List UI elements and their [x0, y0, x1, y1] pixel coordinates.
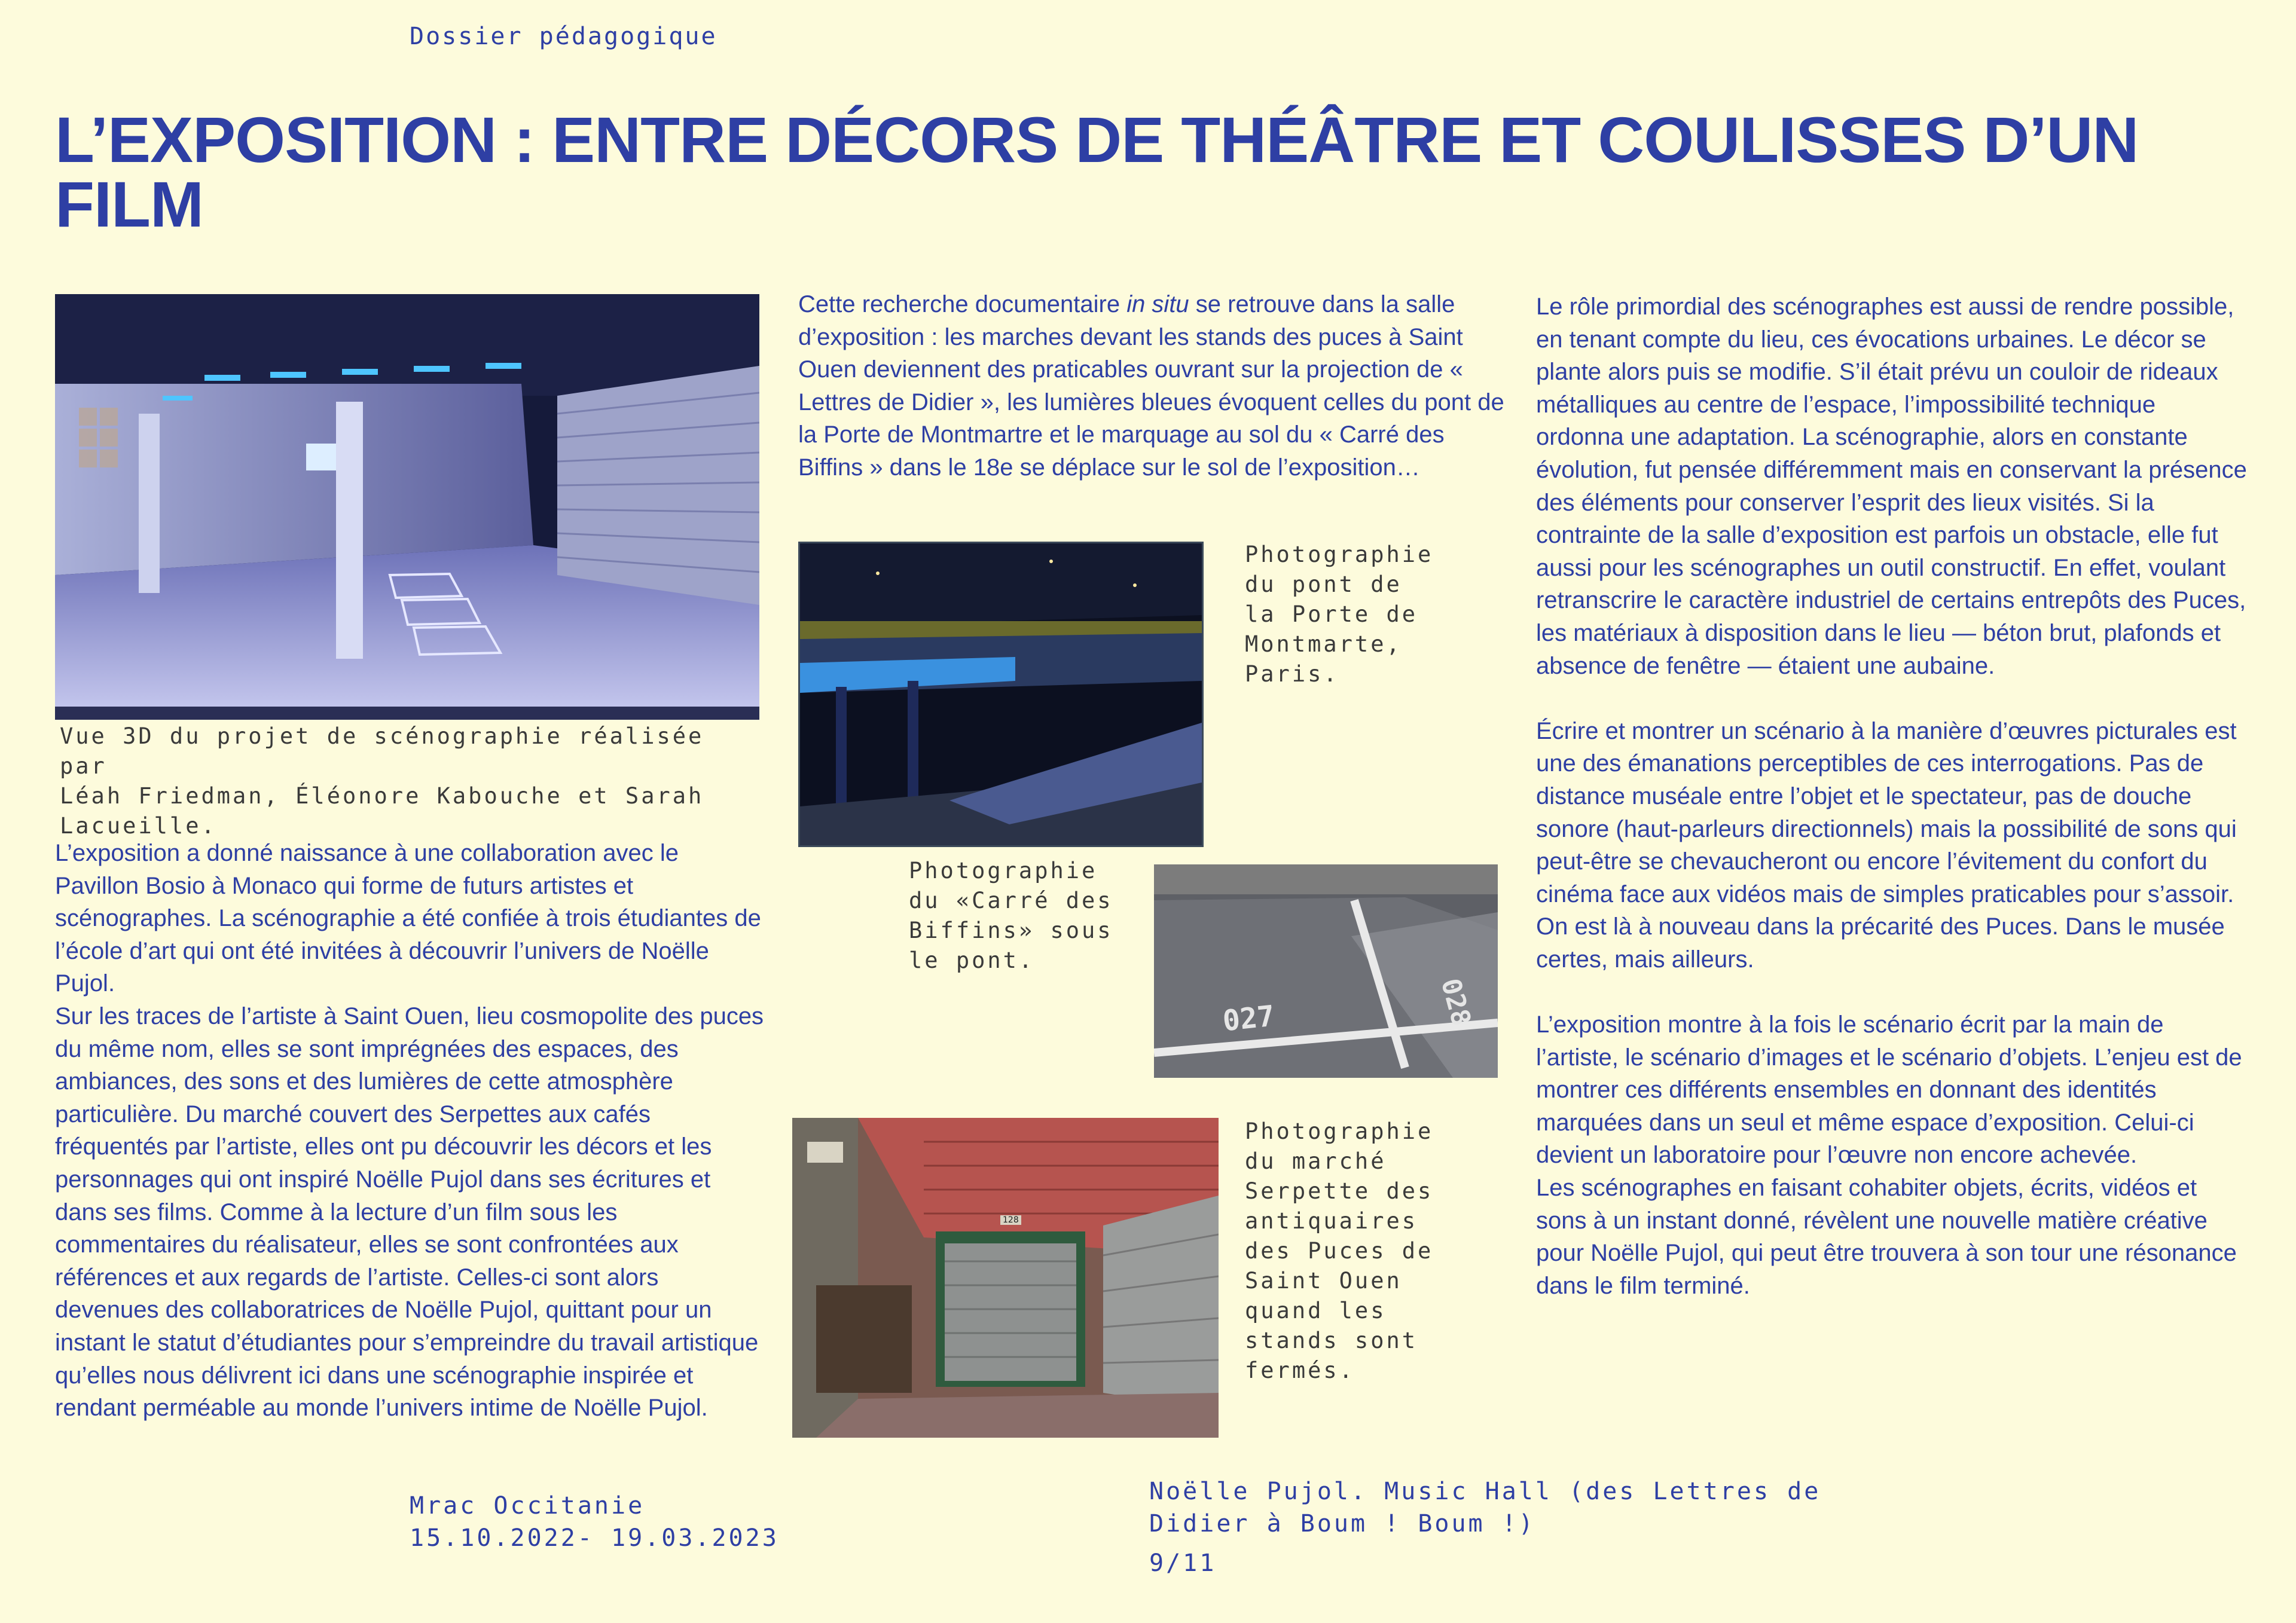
page-number: 9/11 — [1149, 1549, 1217, 1577]
col2-paragraph-1: Cette recherche documentaire in situ se retrouve dans la salle d’exposition : les marches devant les stands des puces à Saint Ouen deviennent des praticables ouvrant sur la projection de « Lettres de Didier », les lumières bleues évoquent celles du pont de la Porte de Montmartre et le marquage au sol du « Carré des Biffins » dans le 18e se déplace sur le sol de l’exposition… — [798, 291, 1504, 481]
header-label: Dossier pédagogique — [410, 23, 718, 50]
in-situ-italic: in situ — [1126, 291, 1189, 317]
parking-number-right: 028 — [1434, 975, 1477, 1029]
column-1 — [55, 837, 767, 1425]
render3d-caption: Vue 3D du projet de scénographie réalisée par Léah Friedman, Éléonore Kabouche et Sarah Lacueille. — [60, 723, 704, 839]
column-3 — [1536, 291, 2248, 1302]
parking-caption: Photographie du «Carré des Biffins» sous le pont. — [909, 858, 1113, 973]
column-2 — [798, 288, 1510, 484]
parking-number-left: 027 — [1221, 999, 1277, 1038]
page-title: L’EXPOSITION : ENTRE DÉCORS DE THÉÂTRE ET COULISSES D’UN FILM — [55, 103, 2139, 240]
col3-paragraph-1: Le rôle primordial des scénographes est aussi de rendre possible, en tenant compte du lieu, ces évocations urbaines. Le décor se plante alors puis se modifie. S’il était prévu un couloir de rideaux métalliques au centre de l’espace, l’impossibilité technique ordonna une adaptation. La scénographie, alors en constante évolution, fut pensée différemment mais en conservant la présence des éléments pour conserver l’esprit des lieux visités. Si la contrainte de la salle d’exposition est parfois un obstacle, elle fut aussi pour les scénographes un outil constructif. En effet, voulant retranscrire le caractère industriel de certains entrepôts des Puces, les matériaux à disposition dans le lieu — béton brut, plafonds et absence de fenêtre — étaient une aubaine. — [1536, 294, 2247, 679]
bridge-porte-montmartre-photo — [798, 542, 1204, 847]
bridge-caption: Photographie du pont de la Porte de Montmarte, Paris. — [1245, 542, 1434, 687]
footer-venue-dates: Mrac Occitanie 15.10.2022- 19.03.2023 — [410, 1492, 779, 1552]
footer-exhibition-title: Noëlle Pujol. Music Hall (des Lettres de Didier à Boum ! Boum !) — [1149, 1478, 1821, 1538]
col1-paragraph-1: L’exposition a donné naissance à une collaboration avec le Pavillon Bosio à Monaco qui forme de futurs artistes et scénographes. La scénographie a été confiée à trois étudiantes de l’école d’art qui ont été invitées à découvrir l’univers de Noëlle Pujol. — [55, 840, 761, 997]
market-stand-sign: 128 — [1000, 1215, 1021, 1225]
col3-paragraph-4: Les scénographes en faisant cohabiter objets, écrits, vidéos et sons à un instant donné, révèlent une nouvelle matière créative pour Noëlle Pujol, qui peut être trouvera à son tour une résonance dans le film terminé. — [1536, 1175, 2237, 1299]
carre-des-biffins-photo — [1154, 864, 1498, 1078]
marche-serpette-photo — [792, 1118, 1219, 1438]
scenography-3d-render-image — [55, 294, 759, 720]
col1-paragraph-2: Sur les traces de l’artiste à Saint Ouen, lieu cosmopolite des puces du même nom, elles se sont imprégnées des espaces, des ambiances, des sons et des lumières de cette atmosphère particulière. Du marché couvert des Serpettes aux cafés fréquentés par l’artiste, elles ont pu découvrir les décors et les personnages qui ont inspiré Noëlle Pujol dans ses écritures et dans ses films. Comme à la lecture d’un film sous les commentaires du réalisateur, elles se sont confrontées aux références et aux regards de l’artiste. Celles-ci sont alors devenues des collaboratrices de Noëlle Pujol, quittant pour un instant le statut d’étudiantes pour s’empreindre du travail artistique qu’elles nous délivrent ici dans une scénographie inspirée et rendant perméable au monde l’univers intime de Noëlle Pujol. — [55, 1002, 764, 1422]
col3-paragraph-3: L’exposition montre à la fois le scénario écrit par la main de l’artiste, le scénario d’images et le scénario d’objets. L’enjeu est de montrer ces différents ensembles en donnant des identités marquées dans un seul et même espace d’exposition. Celui-ci devient un laboratoire pour l’œuvre non encore achevée. — [1536, 1011, 2242, 1169]
market-caption: Photographie du marché Serpette des antiquaires des Puces de Saint Ouen quand les stands sont fermés. — [1245, 1118, 1434, 1383]
col3-paragraph-2: Écrire et montrer un scénario à la manière d’œuvres picturales est une des émanations perceptibles de ces interrogations. Pas de distance muséale entre l’objet et le spectateur, pas de douche sonore (haut-parleurs directionnels) mais la possibilité de sons qui peut-être se chevaucheront ou encore l’évitement du confort du cinéma face aux vidéos mais de simples praticables pour s’assoir. On est là à nouveau dans la précarité des Puces. Dans le musée certes, mais ailleurs. — [1536, 717, 2237, 973]
